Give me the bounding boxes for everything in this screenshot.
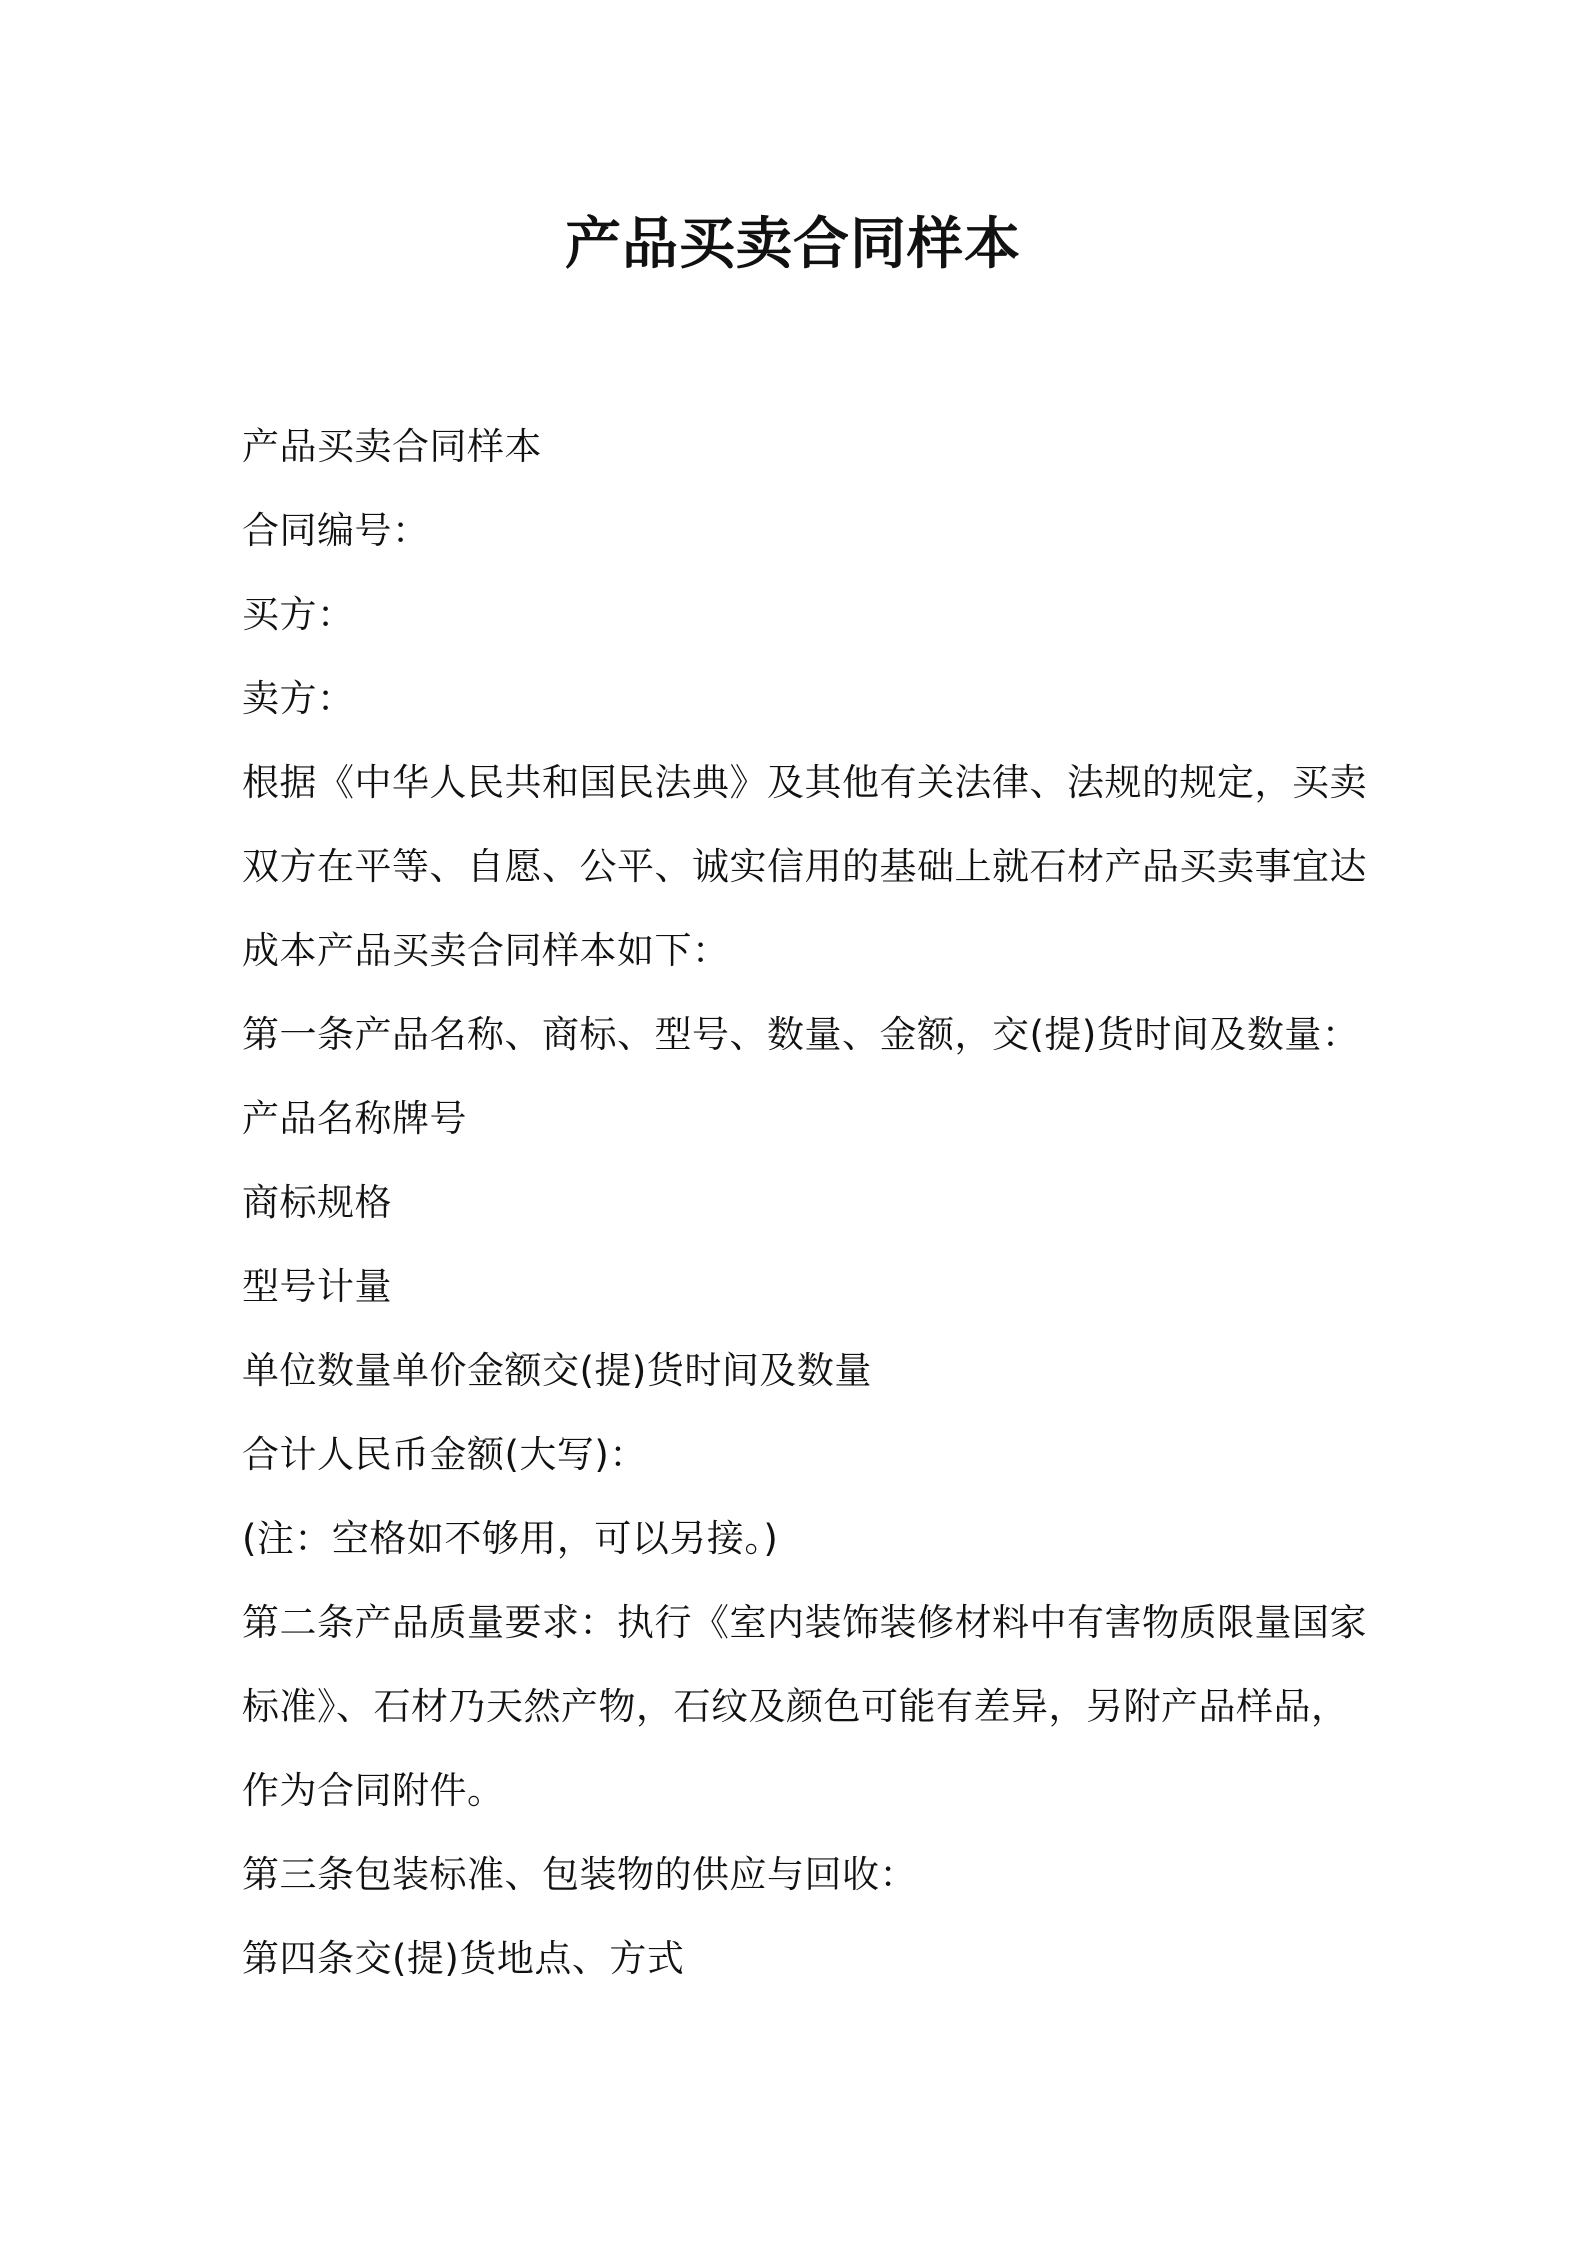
- line-trademark-spec: 商标规格: [242, 1181, 392, 1224]
- line-subtitle: 产品买卖合同样本: [242, 425, 542, 468]
- line-article-3: 第三条包装标准、包装物的供应与回收：: [242, 1853, 917, 1896]
- document-body: [242, 405, 1367, 2001]
- document-title: 产品买卖合同样本: [565, 212, 1021, 277]
- line-product-name: 产品名称牌号: [242, 1097, 467, 1140]
- line-seller: 卖方：: [242, 677, 355, 720]
- line-preamble-2: 双方在平等、自愿、公平、诚实信用的基础上就石材产品买卖事宜达: [242, 845, 1367, 888]
- line-article-2-b: 标准》、石材乃天然产物，石纹及颜色可能有差异，另附产品样品，: [242, 1685, 1349, 1728]
- line-buyer: 买方：: [242, 593, 355, 636]
- line-preamble-3: 成本产品买卖合同样本如下：: [242, 929, 730, 972]
- line-contract-number: 合同编号：: [242, 509, 430, 552]
- line-article-2-c: 作为合同附件。: [242, 1769, 505, 1812]
- line-model-measure: 型号计量: [242, 1265, 392, 1308]
- line-article-2-a: 第二条产品质量要求：执行《室内装饰装修材料中有害物质限量国家: [242, 1601, 1367, 1644]
- line-note: (注：空格如不够用，可以另接。): [242, 1517, 779, 1560]
- line-preamble-1: 根据《中华人民共和国民法典》及其他有关法律、法规的规定，买卖: [242, 761, 1367, 804]
- line-article-4: 第四条交(提)货地点、方式: [242, 1937, 685, 1980]
- line-unit-quantity: 单位数量单价金额交(提)货时间及数量: [242, 1349, 872, 1392]
- line-article-1: 第一条产品名称、商标、型号、数量、金额，交(提)货时间及数量：: [242, 1013, 1360, 1056]
- line-total-amount: 合计人民币金额(大写)：: [242, 1433, 647, 1476]
